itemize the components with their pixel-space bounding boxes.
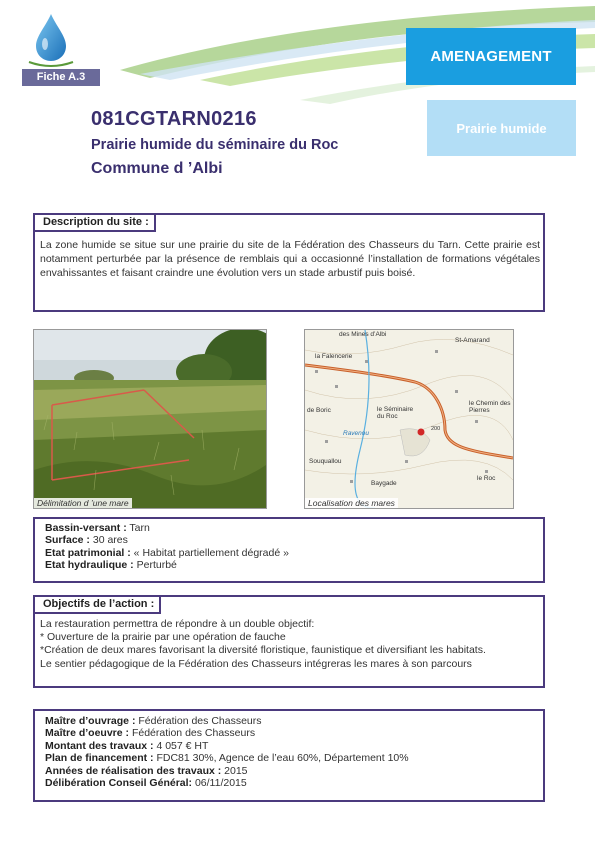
patrimonial-row: Etat patrimonial : « Habitat partiellement dégradé » xyxy=(45,546,289,559)
deliberation-row: Délibération Conseil Général: 06/11/2015 xyxy=(45,777,247,790)
objectifs-line: La restauration permettra de répondre à un double objectif: xyxy=(40,618,315,630)
location-map xyxy=(304,329,514,509)
fiche-label: Fiche A.3 xyxy=(22,69,100,86)
objectifs-title: Objectifs de l’action : xyxy=(33,595,161,614)
commune-title: Commune d ’Albi xyxy=(91,160,223,177)
oeuvre-row: Maître d’oeuvre : Fédération des Chasseurs xyxy=(45,727,256,740)
description-text: La zone humide se situe sur une prairie du site de la Fédération des Chasseurs du Tarn. Cette prairie est notamment perturbée par la présence de remblais qui a occasionné l’installation de formations végétales envahissantes et faisant craindre une évolution vers un stade arbustif puis boisé. xyxy=(40,239,540,279)
site-code: 081CGTARN0216 xyxy=(91,108,257,130)
site-title: Prairie humide du séminaire du Roc xyxy=(91,137,339,153)
financement-box xyxy=(33,709,545,802)
map-label: le Séminaire du Roc xyxy=(377,406,414,420)
meadow-photo-image xyxy=(34,330,266,508)
map-label: Baygade xyxy=(371,480,397,487)
map-label: St-Amarand xyxy=(455,337,490,344)
map-caption: Localisation des mares xyxy=(305,498,398,508)
map-label: de Boric xyxy=(307,407,331,414)
map-label: Ravenou xyxy=(343,430,370,437)
map-label: Souquallou xyxy=(309,458,342,465)
bassin-row: Bassin-versant : Tarn xyxy=(45,522,150,534)
objectifs-line: Le sentier pédagogique de la Fédération des Chasseurs intégreras les mares à son parcours xyxy=(40,657,472,670)
photo-caption: Délimitation d ’une mare xyxy=(34,498,132,508)
type-tag: Prairie humide xyxy=(427,100,576,156)
objectifs-box xyxy=(33,595,545,688)
site-info-box xyxy=(33,517,545,583)
objectifs-line: * Ouverture de la prairie par une opération de fauche xyxy=(40,631,286,644)
category-banner: AMENAGEMENT xyxy=(406,28,576,85)
plan-row: Plan de financement : FDC81 30%, Agence de l’eau 60%, Département 10% xyxy=(45,752,409,765)
map-label: des Mines d’Albi xyxy=(339,331,387,338)
map-label: 200 xyxy=(431,426,441,432)
water-drop-logo-icon xyxy=(26,12,76,70)
hydraulique-row: Etat hydraulique : Perturbé xyxy=(45,559,177,572)
map-label: le Roc xyxy=(477,475,496,482)
objectifs-line: *Création de deux mares favorisant la diversité floristique, faunistique et diversifiant les habitats. xyxy=(40,644,486,657)
annees-row: Années de réalisation des travaux : 2015 xyxy=(45,764,248,777)
map-label: la Falencerie xyxy=(315,353,353,360)
map-label: le Chemin des Pierres xyxy=(469,400,511,414)
montant-row: Montant des travaux : 4 057 € HT xyxy=(45,739,209,752)
ouvrage-row: Maître d’ouvrage : Fédération des Chasseurs xyxy=(45,715,262,727)
description-box xyxy=(33,213,545,312)
description-title: Description du site : xyxy=(33,213,156,232)
surface-row: Surface : 30 ares xyxy=(45,534,128,547)
site-photo xyxy=(33,329,267,509)
